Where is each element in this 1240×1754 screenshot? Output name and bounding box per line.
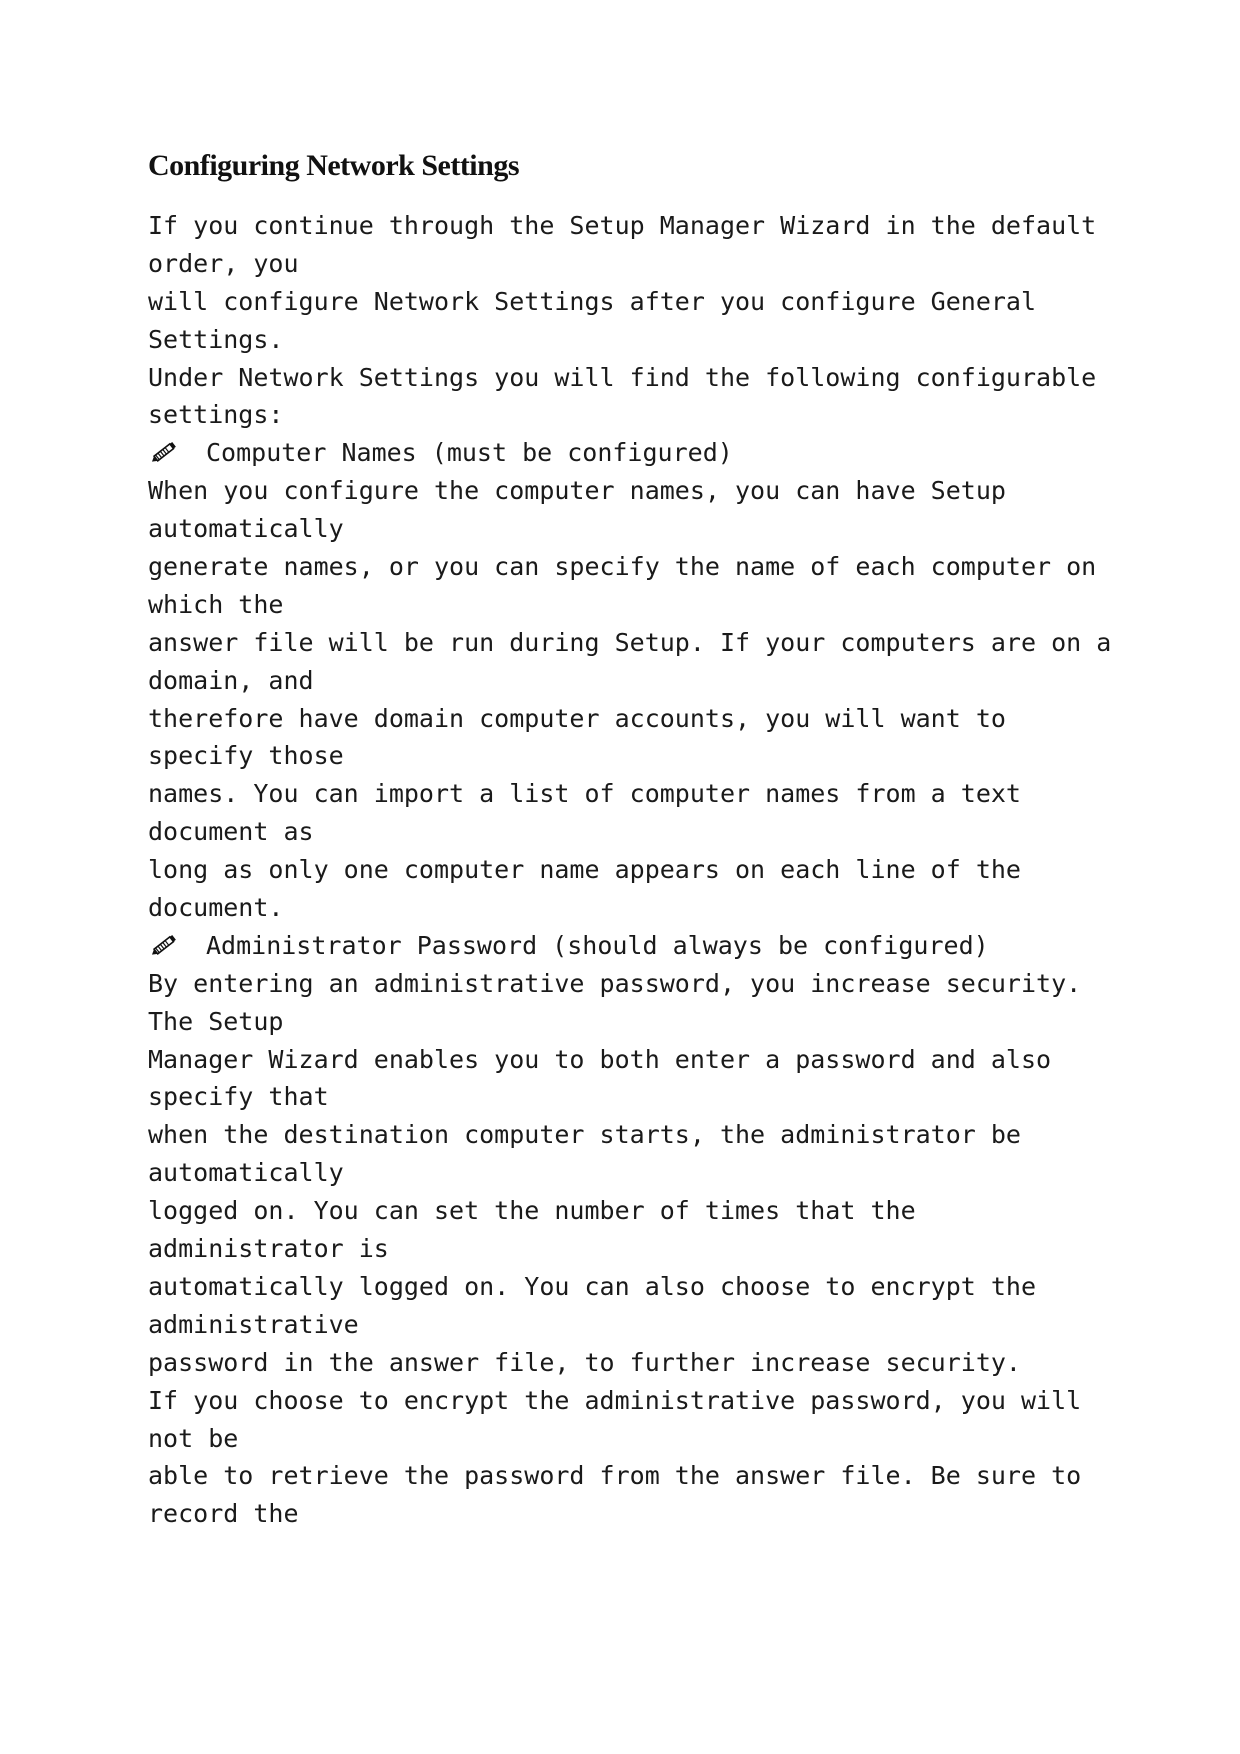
bullet-item (148, 434, 1088, 472)
text-line: will configure Network Settings after you configure General (148, 286, 1037, 316)
bullet-item-text: Computer Names (must be configured) (206, 438, 733, 468)
pencil-icon (148, 934, 178, 958)
text-line: Manager Wizard enables you to both enter a password and also (148, 1044, 1052, 1074)
text-line: automatically (148, 514, 344, 544)
body-text (148, 207, 1112, 1533)
text-line: specify those (148, 741, 344, 771)
text-line: settings: (148, 400, 284, 430)
text-line: order, you (148, 248, 299, 278)
text-line: By entering an administrative password, you increase security. (148, 968, 1082, 998)
text-line: If you choose to encrypt the administrative password, you will (148, 1385, 1082, 1415)
page-title: Configuring Network Settings (148, 149, 520, 182)
text-line: When you configure the computer names, you can have Setup (148, 476, 1006, 506)
pencil-icon (148, 441, 178, 465)
text-line: administrator is (148, 1234, 389, 1264)
text-line: long as only one computer name appears on each line of the (148, 855, 1021, 885)
text-line: Under Network Settings you will find the following configurable (148, 362, 1097, 392)
text-line: answer file will be run during Setup. If your computers are on a (148, 627, 1112, 657)
text-line: domain, and (148, 665, 314, 695)
text-line: Settings. (148, 324, 284, 354)
text-line: specify that (148, 1082, 329, 1112)
bullet-item-text: Administrator Password (should always be configured) (206, 930, 989, 960)
text-line: able to retrieve the password from the answer file. Be sure to (148, 1461, 1082, 1491)
text-line: document. (148, 893, 284, 923)
text-line: which the (148, 589, 284, 619)
text-line: logged on. You can set the number of times that the (148, 1196, 916, 1226)
text-line: not be (148, 1423, 239, 1453)
text-line: record the (148, 1499, 299, 1529)
text-line: names. You can import a list of computer names from a text (148, 779, 1021, 809)
bullet-item (148, 927, 1088, 965)
text-line: when the destination computer starts, the administrator be (148, 1120, 1021, 1150)
text-line: automatically (148, 1158, 344, 1188)
text-line: document as (148, 817, 314, 847)
text-line: administrative (148, 1309, 359, 1339)
text-line: If you continue through the Setup Manager Wizard in the default (148, 211, 1097, 240)
text-line: password in the answer file, to further increase security. (148, 1347, 1021, 1377)
text-line: therefore have domain computer accounts, you will want to (148, 703, 1006, 733)
text-line: generate names, or you can specify the name of each computer on (148, 552, 1097, 582)
text-line: automatically logged on. You can also choose to encrypt the (148, 1271, 1037, 1301)
text-line: The Setup (148, 1006, 284, 1036)
